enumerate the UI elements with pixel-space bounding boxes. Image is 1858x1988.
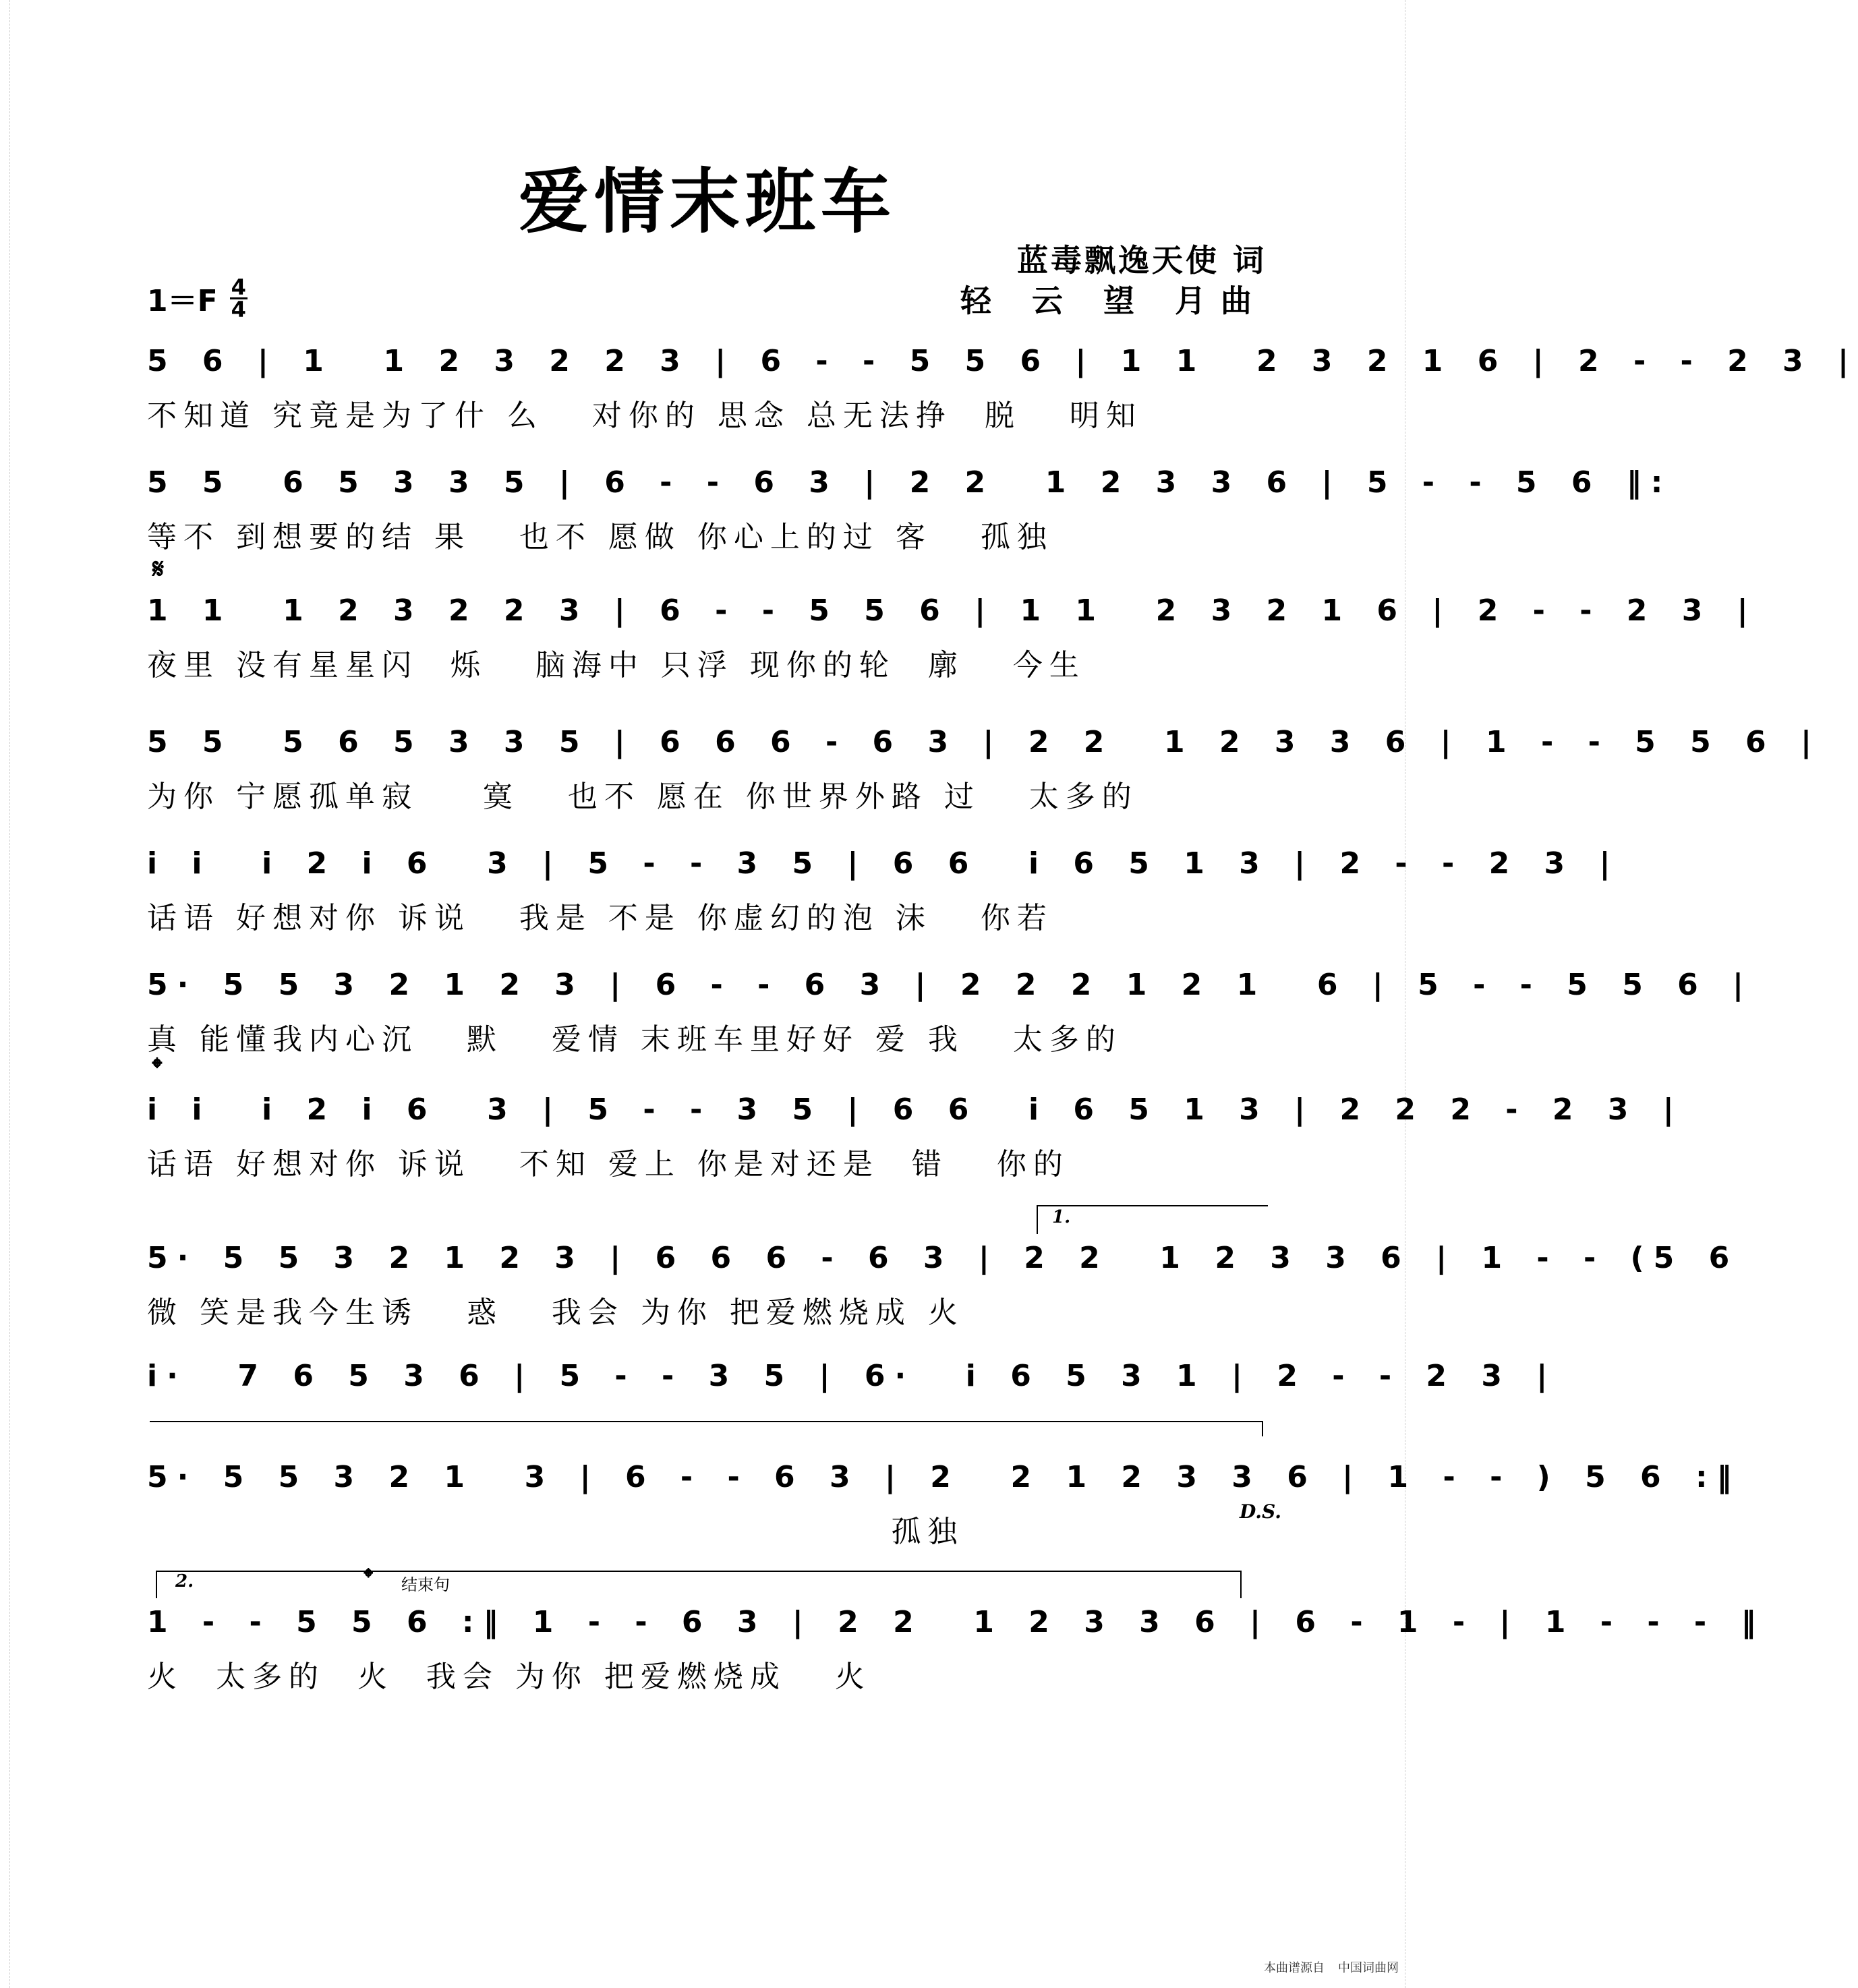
coda-sign-end: 𝄌 [364, 1563, 373, 1591]
first-ending-bracket [1037, 1206, 1268, 1234]
footer-source-label: 本曲谱源自 [1263, 1961, 1325, 1975]
ending-two-label: 2. [175, 1571, 194, 1591]
lyrics-line: 话语 好想对你 诉说 我是 不是 你虚幻的泡 沫 你若 [147, 901, 1053, 935]
coda-sign: 𝄌 [152, 1052, 162, 1084]
ds-marking: D.S. [1240, 1500, 1282, 1523]
segno-sign: 𝄋 [152, 553, 165, 585]
lyrics-line: 等不 到想要的结 果 也不 愿做 你心上的过 客 孤独 [147, 520, 1053, 554]
lyrics-line: 夜里 没有星星闪 烁 脑海中 只浮 现你的轮 廓 今生 [147, 648, 1086, 682]
composer-credit: 轻 云 望 月曲 [960, 283, 1267, 319]
notation-line: 5· 5 5 3 2 1 2 3 | 6 6 6 - 6 3 | 2 2 1 2 3 3 6 | 1 - - (5 6 [147, 1241, 1739, 1275]
time-top: 4 [231, 274, 246, 300]
notation-line: i i i 2 i 6 3 | 5 - - 3 5 | 6 6 i 6 5 1 3 | 2 - - 2 3 | [147, 846, 1620, 881]
notation-line: i i i 2 i 6 3 | 5 - - 3 5 | 6 6 i 6 5 1 3 | 2 2 2 - 2 3 | [147, 1092, 1683, 1127]
lyrics-line: 孤独 [147, 1515, 964, 1549]
lyrics-line: 火 太多的 火 我会 为你 把爱燃烧成 火 [147, 1660, 871, 1694]
footer-source [1264, 1958, 1399, 1976]
coda-label: 结束句 [401, 1575, 450, 1594]
notation-line: 5· 5 5 3 2 1 3 | 6 - - 6 3 | 2 2 1 2 3 3 6 | 1 - - ) 5 6 :‖ [147, 1460, 1741, 1494]
notation-line: 5· 5 5 3 2 1 2 3 | 6 - - 6 3 | 2 2 2 1 2 1 6 | 5 - - 5 5 6 | [147, 968, 1753, 1002]
key-label: 1＝F [147, 284, 218, 318]
lyrics-line: 话语 好想对你 诉说 不知 爱上 你是对还是 错 你的 [147, 1147, 1070, 1181]
notation-line: 1 1 1 2 3 2 2 3 | 6 - - 5 5 6 | 1 1 2 3 2 1 6 | 2 - - 2 3 | [147, 593, 1758, 628]
notation-line: 5 6 | 1 1 2 3 2 2 3 | 6 - - 5 5 6 | 1 1 2 3 2 1 6 | 2 - - 2 3 | [147, 344, 1858, 378]
notation-line: 1 - - 5 5 6 :‖ 1 - - 6 3 | 2 2 1 2 3 3 6 | 6 - 1 - | 1 - - - ‖ [147, 1605, 1766, 1639]
song-title: 爱情末班车 [518, 160, 896, 243]
lyrics-line: 真 能懂我内心沉 默 爱情 末班车里好好 爱 我 太多的 [147, 1022, 1122, 1057]
ending-one-label: 1. [1052, 1207, 1071, 1227]
notation-line: 5 5 5 6 5 3 3 5 | 6 6 6 - 6 3 | 2 2 1 2 3 3 6 | 1 - - 5 5 6 | [147, 725, 1822, 759]
lyrics-line: 不知道 究竟是为了什 么 对你的 思念 总无法挣 脱 明知 [147, 399, 1142, 433]
lyrics-line: 为你 宁愿孤单寂 寞 也不 愿在 你世界外路 过 太多的 [147, 780, 1138, 814]
notation-line: i· 7 6 5 3 6 | 5 - - 3 5 | 6· i 6 5 3 1 | 2 - - 2 3 | [147, 1359, 1557, 1393]
notation-line: 5 5 6 5 3 3 5 | 6 - - 6 3 | 2 2 1 2 3 3 6 | 5 - - 5 6 ‖: [147, 465, 1673, 500]
lyrics-line: 微 笑是我今生诱 惑 我会 为你 把爱燃烧成 火 [147, 1295, 964, 1330]
footer-site: 中国词曲网 [1338, 1961, 1399, 1975]
time-bottom: 4 [231, 296, 246, 322]
first-ending-bracket-cont [150, 1422, 1262, 1436]
second-ending-bracket [156, 1571, 1241, 1598]
lyricist-credit: 蓝毒飘逸天使 词 [1016, 242, 1267, 279]
